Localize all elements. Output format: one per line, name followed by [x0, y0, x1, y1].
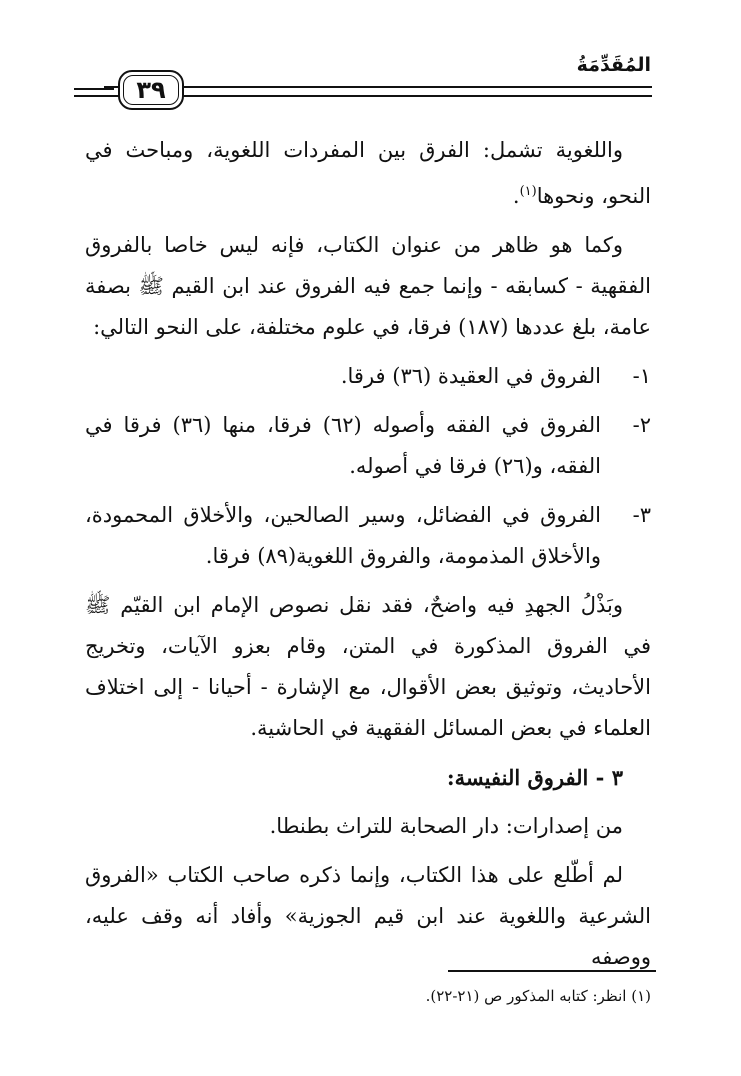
page-header-title: المُقَدِّمَةُ	[576, 54, 651, 76]
body-text	[85, 130, 651, 986]
list-item	[85, 495, 651, 577]
list-item-number: ٢-	[632, 413, 651, 437]
footnote-separator	[448, 970, 656, 972]
footnote-ref: (١)	[519, 184, 537, 199]
paragraph-2: وكما هو ظاهر من عنوان الكتاب، فإنه ليس خاصا بالفروق الفقهية - كسابقه - وإنما جمع فيه الفروق عند ابن القيم ﷺ بصفة عامة، بلغ عددها (١٨٧) فرقا، في علوم مختلفة، على النحو التالي:	[85, 233, 651, 339]
paragraph-5: لم أطّلع على هذا الكتاب، وإنما ذكره صاحب الكتاب «الفروق الشرعية واللغوية عند ابن قيم الجوزية» وأفاد أنه وقف عليه، ووصفه	[85, 863, 651, 969]
header-rule-bottom	[104, 95, 652, 97]
paragraph-4: من إصدارات: دار الصحابة للتراث بطنطا.	[269, 814, 623, 838]
list-item-text: الفروق في الفقه وأصوله (٦٢) فرقا، منها (٣٦) فرقا في الفقه، و(٢٦) فرقا في أصوله.	[85, 413, 601, 478]
page-number: ٣٩	[136, 76, 166, 104]
list-item-text: الفروق في العقيدة (٣٦) فرقا.	[340, 364, 601, 388]
header-rule-left-bottom	[74, 95, 114, 97]
paragraph-1-text: واللغوية تشمل: الفرق بين المفردات اللغوية، ومباحث في النحو، ونحوها	[85, 138, 651, 208]
page-number-frame	[118, 70, 184, 110]
paragraph-3: وبَذْلُ الجهدِ فيه واضحٌ، فقد نقل نصوص الإمام ابن القيّم ﷺ في الفروق المذكورة في المتن، وقام بعزو الآيات، وتخريج الأحاديث، وتوثيق بعض الأقوال، مع الإشارة - أحيانا - إلى اختلاف العلماء في بعض المسائل الفقهية في الحاشية.	[85, 593, 651, 740]
list-item-number: ٣-	[632, 503, 651, 527]
list-item-text: الفروق في الفضائل، وسير الصالحين، والأخلاق المحمودة، والأخلاق المذمومة، والفروق اللغوية(٨٩) فرقا.	[85, 503, 601, 568]
list-item	[85, 405, 651, 487]
list-item-number: ١-	[632, 364, 651, 388]
list-item	[85, 356, 651, 397]
section-heading: ٣ - الفروق النفيسة:	[446, 765, 623, 790]
footnote: (١) انظر: كتابه المذكور ص (٢١-٢٢).	[425, 987, 651, 1005]
paragraph-1	[85, 130, 651, 217]
paragraph-1-end: .	[512, 184, 520, 208]
header-rule-top	[104, 86, 652, 88]
header-rule-left-top	[74, 88, 114, 90]
